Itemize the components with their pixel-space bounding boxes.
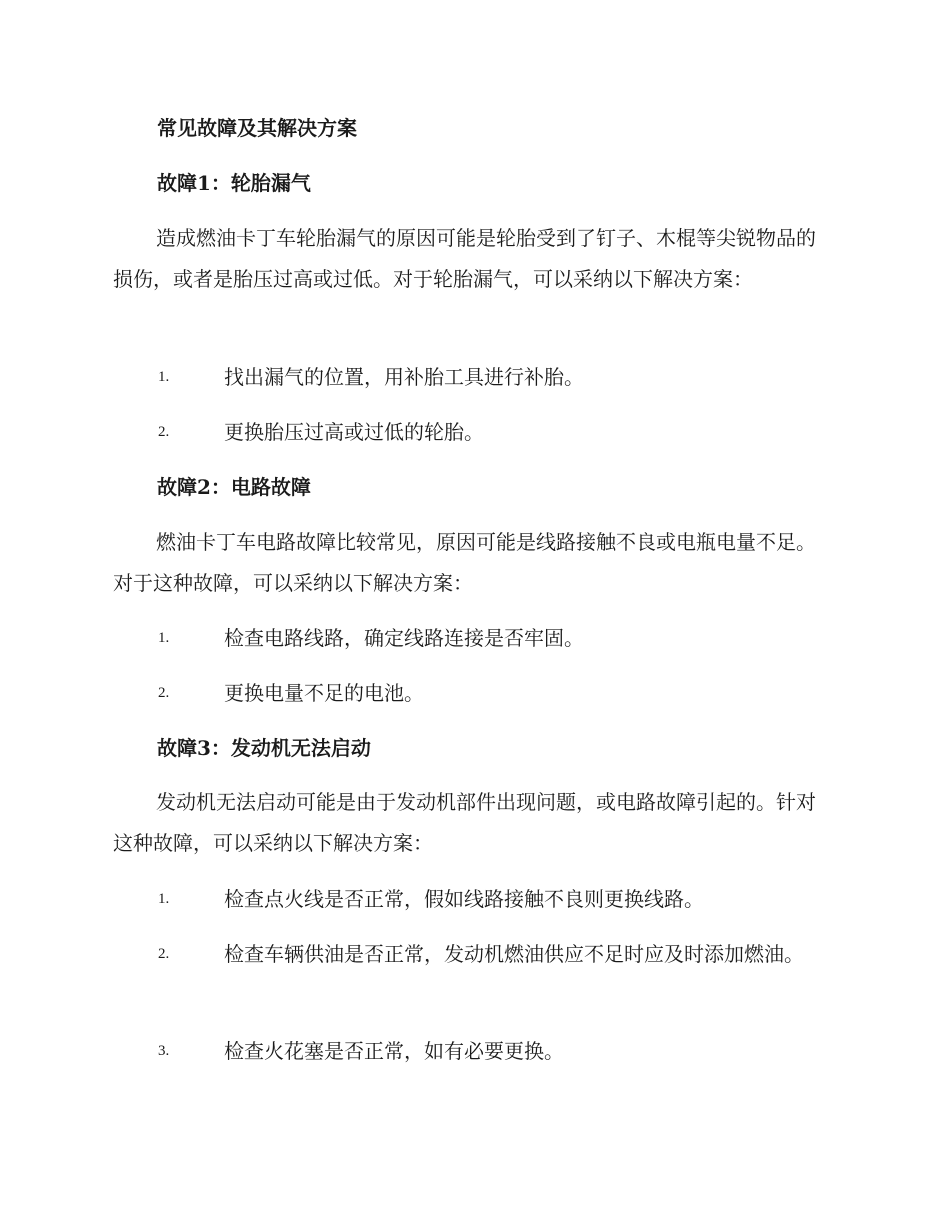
list-item-number: 2.: [158, 946, 170, 962]
list-item: [113, 357, 831, 398]
list-item: [113, 934, 831, 975]
document-title: 常见故障及其解决方案: [157, 116, 357, 140]
list-item-number: 2.: [158, 685, 170, 701]
section-intro-2: 燃油卡丁车电路故障比较常见，原因可能是线路接触不良或电瓶电量不足。对于这种故障，可以采纳以下解决方案：: [113, 530, 816, 595]
section-heading-2: 故障2：电路故障: [157, 475, 311, 499]
list-item-text: 更换胎压过高或过低的轮胎。: [224, 420, 484, 444]
list-item-number: 1.: [158, 891, 170, 907]
list-item-text: 检查火花塞是否正常，如有必要更换。: [224, 1039, 564, 1063]
list-item: [113, 412, 831, 453]
list-item-text: 检查电路线路，确定线路连接是否牢固。: [224, 626, 584, 650]
list-item-text: 找出漏气的位置，用补胎工具进行补胎。: [224, 365, 584, 389]
section-intro-1: 造成燃油卡丁车轮胎漏气的原因可能是轮胎受到了钉子、木棍等尖锐物品的损伤，或者是胎压过高或过低。对于轮胎漏气，可以采纳以下解决方案：: [113, 226, 816, 291]
section-heading-3: 故障3：发动机无法启动: [157, 736, 371, 760]
list-item-text: 检查车辆供油是否正常，发动机燃油供应不足时应及时添加燃油。: [224, 942, 804, 966]
list-item-number: 2.: [158, 424, 170, 440]
section-heading-1: 故障1：轮胎漏气: [157, 171, 311, 195]
list-item: [113, 618, 831, 659]
list-item-number: 1.: [158, 630, 170, 646]
list-item-text: 更换电量不足的电池。: [224, 681, 424, 705]
list-item: [113, 879, 831, 920]
list-item-number: 1.: [158, 369, 170, 385]
list-item-number: 3.: [158, 1043, 170, 1059]
section-intro-3: 发动机无法启动可能是由于发动机部件出现问题，或电路故障引起的。针对这种故障，可以采纳以下解决方案：: [113, 790, 816, 855]
list-item: [113, 673, 831, 714]
list-item: [113, 1031, 831, 1072]
list-item-text: 检查点火线是否正常，假如线路接触不良则更换线路。: [224, 887, 704, 911]
